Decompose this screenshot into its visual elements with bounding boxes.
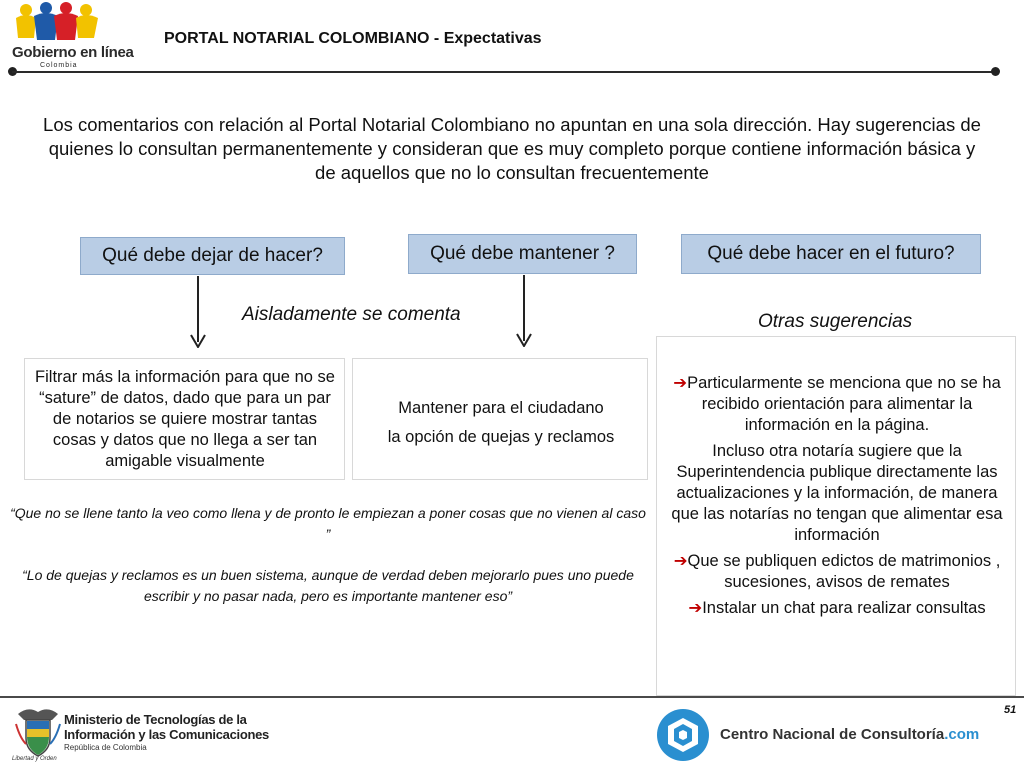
logo-country: Colombia (40, 62, 78, 69)
cnc-logo-icon (656, 708, 710, 762)
rule-end-dot (991, 67, 1000, 76)
quote-2: “Lo de quejas y reclamos es un buen sistema, aunque de verdad deben mejorarlo pues uno puede escribir y no pasar nada, pero es importante mantener eso” (22, 567, 634, 604)
coat-of-arms-icon (14, 704, 62, 762)
ministry-name-line-2: Información y las Comunicaciones (64, 727, 269, 742)
list-item: Incluso otra notaría sugiere que la Superintendencia publique directamente las actualizaciones y la información, de manera que las notarías no tengan que alimentar esa información (671, 442, 1003, 544)
gobierno-en-linea-logo (8, 2, 134, 70)
keep-line-2: la opción de quejas y reclamos (387, 428, 615, 446)
heading-other-suggestions: Otras sugerencias (758, 311, 913, 332)
panel-keep-text (359, 394, 643, 452)
quote-1: “Que no se llene tanto la veo como llena y de pronto le empiezan a poner cosas que no vienen al caso ” (10, 505, 646, 542)
ministry-country: República de Colombia (64, 743, 147, 752)
panel-keep (352, 358, 648, 480)
right-arrow-icon: ➔ (673, 374, 688, 392)
down-arrow-icon (516, 275, 532, 347)
right-arrow-icon: ➔ (688, 599, 703, 617)
question-stop-doing: Qué debe dejar de hacer? (80, 237, 345, 275)
logo-wordmark: Gobierno en línea (12, 44, 134, 61)
panel-stop-doing (24, 358, 345, 480)
panel-stop-text: Filtrar más la información para que no se “sature” de datos, dado que para un par de notarios se quiere mostrar tantas cosas y datos que no llega a ser tan amigable visualmente (35, 368, 335, 470)
list-item: ➔Que se publiquen edictos de matrimonios , sucesiones, avisos de remates (673, 552, 1001, 591)
list-item: ➔Instalar un chat para realizar consultas (688, 599, 986, 617)
cnc-logo (654, 706, 980, 764)
panel-future (656, 336, 1016, 696)
people-figures-icon (14, 2, 104, 42)
ministry-logo (10, 702, 269, 764)
down-arrow-icon (190, 276, 206, 348)
footer-divider (0, 696, 1024, 698)
ministry-name-line-1: Ministerio de Tecnologías de la (64, 712, 247, 727)
page-number: 51 (1004, 704, 1017, 716)
page-title: PORTAL NOTARIAL COLOMBIANO - Expectativas (164, 30, 542, 47)
keep-line-1: Mantener para el ciudadano (398, 399, 604, 417)
heading-isolated-comments: Aisladamente se comenta (242, 304, 461, 325)
question-future: Qué debe hacer en el futuro? (681, 234, 981, 274)
panel-future-text (665, 373, 1009, 624)
intro-paragraph: Los comentarios con relación al Portal Notarial Colombiano no apuntan en una sola dirección. Hay sugerencias de quienes lo consultan permanentemente y consideran que es muy completo porque contiene información básica y de aquellos que no lo consultan frecuentemente (43, 114, 981, 183)
ministry-motto: Libertad y Orden (12, 756, 57, 762)
question-keep: Qué debe mantener ? (408, 234, 637, 274)
header-divider (12, 71, 996, 73)
list-item: ➔Particularmente se menciona que no se ha recibido orientación para alimentar la información en la página. (673, 374, 1001, 434)
cnc-name: Centro Nacional de Consultoría.com (720, 726, 980, 743)
right-arrow-icon: ➔ (673, 552, 688, 570)
